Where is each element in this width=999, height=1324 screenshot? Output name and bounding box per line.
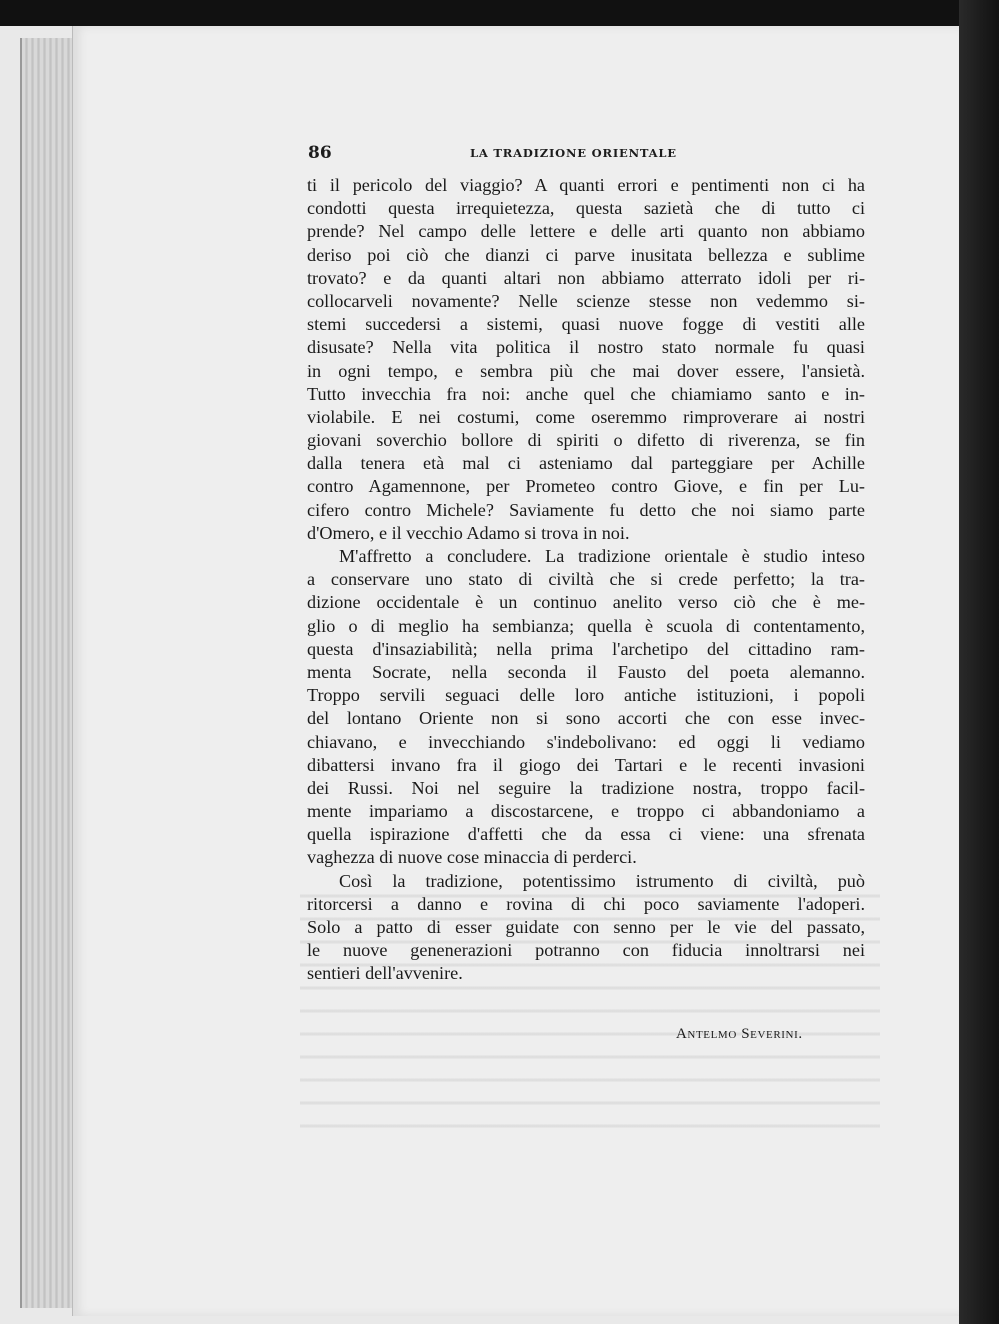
text-line: menta Socrate, nella seconda il Fausto del poeta alemanno. bbox=[307, 661, 865, 682]
text-line: collocarveli novamente? Nelle scienze stesse non vedemmo si- bbox=[307, 290, 865, 311]
text-line: dalla tenera età mal ci asteniamo dal parteggiare per Achille bbox=[307, 453, 865, 474]
text-line: le nuove genenerazioni potranno con fiducia innoltrarsi nei bbox=[307, 940, 865, 961]
scan-top-border bbox=[0, 0, 999, 26]
paragraph-start-line: Così la tradizione, potentissimo istrumento di civiltà, può bbox=[339, 870, 865, 891]
text-line: giovani soverchio bollore di spiriti o difetto di riverenza, se fin bbox=[307, 430, 865, 451]
paragraph-end-line: sentieri dell'avvenire. bbox=[307, 963, 463, 984]
running-head bbox=[308, 143, 868, 169]
text-line: dibattersi invano fra il giogo dei Tartari e le recenti invasioni bbox=[307, 754, 865, 775]
body-text bbox=[307, 174, 865, 986]
text-line: trovato? e da quanti altari non abbiamo atterrato idoli per ri- bbox=[307, 267, 865, 288]
text-line: Solo a patto di esser guidate con senno per le vie del passato, bbox=[307, 917, 865, 937]
text-line: a conservare uno stato di civiltà che si crede perfetto; la tra- bbox=[307, 569, 865, 590]
text-line: dizione occidentale è un continuo anelito verso ciò che è me- bbox=[307, 592, 865, 613]
scan-right-border bbox=[959, 0, 999, 1324]
text-line: cifero contro Michele? Saviamente fu detto che noi siamo parte bbox=[307, 499, 865, 520]
text-line: chiavano, e invecchiando s'indebolivano: ed oggi li vediamo bbox=[307, 731, 865, 752]
text-line: mente impariamo a discostarcene, e troppo ci abbandoniamo a bbox=[307, 801, 865, 822]
paragraph-start-line: M'affretto a concludere. La tradizione orientale è studio inteso bbox=[339, 546, 865, 566]
paragraph-end-line: vaghezza di nuove cose minaccia di perderci. bbox=[307, 847, 637, 868]
page-number: 86 bbox=[308, 143, 332, 163]
text-line: contro Agamennone, per Prometeo contro Giove, e fin per Lu- bbox=[307, 476, 865, 497]
text-line: Troppo servili seguaci delle loro antiche istituzioni, i popoli bbox=[307, 685, 865, 706]
text-line: in ogni tempo, e sembra più che mai dover essere, l'ansietà. bbox=[307, 360, 865, 381]
author-signature: Antelmo Severini. bbox=[676, 1026, 803, 1042]
text-line: ti il pericolo del viaggio? A quanti errori e pentimenti non ci ha bbox=[307, 175, 865, 195]
text-line: deriso poi ciò che dianzi ci parve inusitata bellezza e sublime bbox=[307, 244, 865, 265]
text-line: ritorcersi a danno e rovina di chi poco saviamente l'adoperi. bbox=[307, 893, 865, 914]
text-line: violabile. E nei costumi, come oseremmo rimproverare ai nostri bbox=[307, 406, 865, 427]
paragraph-end-line: d'Omero, e il vecchio Adamo si trova in noi. bbox=[307, 522, 630, 543]
text-line: questa d'insaziabilità; nella prima l'archetipo del cittadino ram- bbox=[307, 638, 865, 659]
text-line: quella ispirazione d'affetti che da essa ci viene: una sfrenata bbox=[307, 824, 865, 845]
running-title: LA TRADIZIONE ORIENTALE bbox=[470, 146, 677, 160]
text-line: dei Russi. Noi nel seguire la tradizione nostra, troppo facil- bbox=[307, 777, 865, 798]
text-line: Tutto invecchia fra noi: anche quel che chiamiamo santo e in- bbox=[307, 383, 865, 404]
text-line: disusate? Nella vita politica il nostro stato normale fu quasi bbox=[307, 337, 865, 358]
text-line: condotti questa irrequietezza, questa sazietà che di tutto ci bbox=[307, 198, 865, 219]
text-line: prende? Nel campo delle lettere e delle arti quanto non abbiamo bbox=[307, 221, 865, 242]
text-line: stemi succedersi a sistemi, quasi nuove fogge di vestiti alle bbox=[307, 314, 865, 335]
text-line: del lontano Oriente non si sono accorti che con esse invec- bbox=[307, 708, 865, 729]
text-line: glio o di meglio ha sembianza; quella è scuola di contentamento, bbox=[307, 615, 865, 636]
